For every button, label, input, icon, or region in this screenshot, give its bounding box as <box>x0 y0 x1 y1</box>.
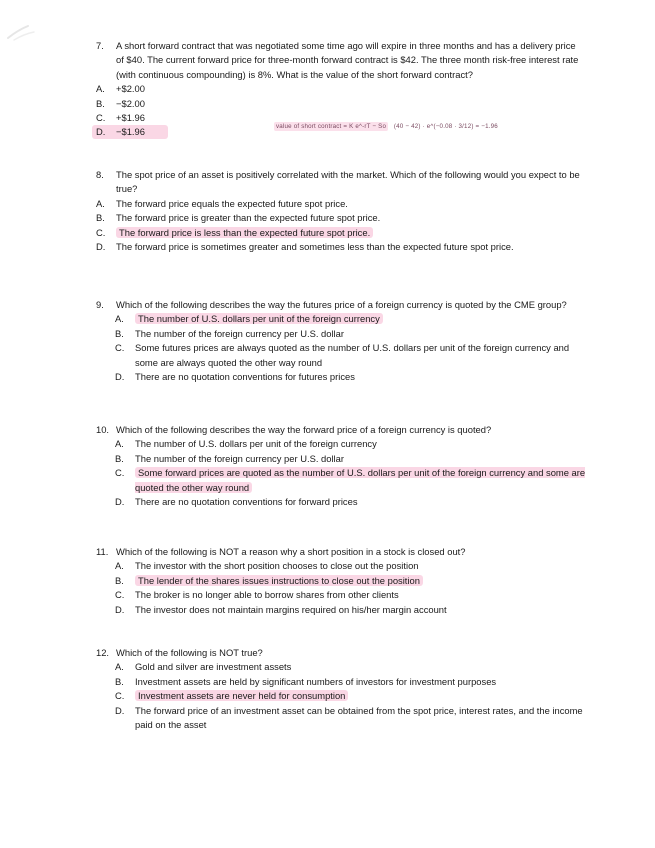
option-b-highlighted: B. The lender of the shares issues instructions to close out the position <box>115 574 586 588</box>
option-list <box>96 559 586 617</box>
option-a: A. The number of U.S. dollars per unit of the foreign currency <box>115 438 377 450</box>
option-c-highlighted: C. Investment assets are never held for consumption <box>115 689 586 703</box>
option-d: D. The investor does not maintain margins required on his/her margin account <box>115 603 447 615</box>
question-8 <box>96 168 586 254</box>
option-c-highlighted: C. Some forward prices are quoted as the number of U.S. dollars per unit of the foreign currency and some are quoted the other way round <box>115 467 586 493</box>
option-a: A. Gold and silver are investment assets <box>115 661 292 673</box>
option-d: D. There are no quotation conventions for futures prices <box>115 371 355 383</box>
answer-highlight: The number of U.S. dollars per unit of the foreign currency <box>135 313 383 324</box>
note-label: value of short contract = K e^-rT − So <box>276 123 387 130</box>
question-8-stem <box>96 168 586 197</box>
option-b: B. The number of the foreign currency per U.S. dollar <box>115 327 344 339</box>
question-11 <box>96 545 586 617</box>
question-10 <box>96 423 586 509</box>
handwritten-note <box>274 123 498 130</box>
question-12-stem <box>96 646 586 660</box>
question-text: Which of the following is NOT true? <box>116 647 263 658</box>
option-c: C. The broker is no longer able to borrow shares from other clients <box>115 589 399 601</box>
option-c: C. +$1.96 <box>96 112 145 124</box>
option-a-highlighted: A. The number of U.S. dollars per unit of the foreign currency <box>115 312 586 326</box>
question-text: The spot price of an asset is positively correlated with the market. Which of the following would you expect to be true? <box>116 169 580 195</box>
option-d: D. The forward price is sometimes greater and sometimes less than the expected future spot price. <box>96 241 514 253</box>
option-d-highlighted: D. −$1.96 <box>96 125 170 139</box>
answer-highlight: The forward price is less than the expected future spot price. <box>116 227 373 238</box>
question-9-stem <box>96 298 586 312</box>
option-b: B. The number of the foreign currency per U.S. dollar <box>115 452 344 464</box>
option-list <box>96 82 586 140</box>
question-text: Which of the following describes the way the forward price of a foreign currency is quoted? <box>116 424 492 435</box>
option-list <box>96 660 586 732</box>
question-7-stem <box>96 39 586 82</box>
question-text: A short forward contract that was negotiated some time ago will expire in three months and has a delivery price of $40. The current forward price for three-month forward contract is $42. The three month risk-free interest rate (with continuous compounding) is 8%. What is the value of the short forward contract? <box>116 40 579 80</box>
question-number: 9. <box>96 299 104 310</box>
question-number: 10. <box>96 424 110 435</box>
option-a: A. +$2.00 <box>96 83 145 95</box>
question-number: 8. <box>96 169 104 180</box>
question-number: 7. <box>96 40 104 51</box>
question-9 <box>96 298 586 384</box>
question-12 <box>96 646 586 732</box>
option-c: C. Some futures prices are always quoted as the number of U.S. dollars per unit of the foreign currency and some are always quoted the other way round <box>115 342 570 368</box>
question-10-stem <box>96 423 586 437</box>
answer-highlight: Investment assets are never held for consumption <box>135 690 348 701</box>
answer-highlight: Some forward prices are quoted as the number of U.S. dollars per unit of the foreign currency and some are quoted the other way round <box>135 467 586 493</box>
question-number: 12. <box>96 647 110 658</box>
option-list <box>96 197 586 255</box>
pen-stroke-mark <box>4 22 44 42</box>
option-c-highlighted: C. The forward price is less than the expected future spot price. <box>96 226 586 240</box>
question-text: Which of the following is NOT a reason why a short position in a stock is closed out? <box>116 546 466 557</box>
option-d: D. There are no quotation conventions for forward prices <box>115 496 358 508</box>
option-a: A. The investor with the short position chooses to close out the position <box>115 560 419 572</box>
answer-highlight: The lender of the shares issues instructions to close out the position <box>135 575 423 586</box>
option-list <box>96 437 586 509</box>
question-number: 11. <box>96 546 109 557</box>
option-b: B. The forward price is greater than the expected future spot price. <box>96 212 381 224</box>
option-b: B. −$2.00 <box>96 97 145 109</box>
option-b: B. Investment assets are held by significant numbers of investors for investment purposes <box>115 675 497 687</box>
option-d: D. The forward price of an investment asset can be obtained from the spot price, interest rates, and the income paid on the asset <box>115 704 583 731</box>
option-list <box>96 312 586 384</box>
question-11-stem <box>96 545 586 559</box>
question-text: Which of the following describes the way the futures price of a foreign currency is quoted by the CME group? <box>116 299 567 310</box>
note-calculation: (40 − 42) · e^(−0.08 · 3/12) = −1.96 <box>393 123 498 130</box>
option-a: A. The forward price equals the expected future spot price. <box>96 197 348 209</box>
